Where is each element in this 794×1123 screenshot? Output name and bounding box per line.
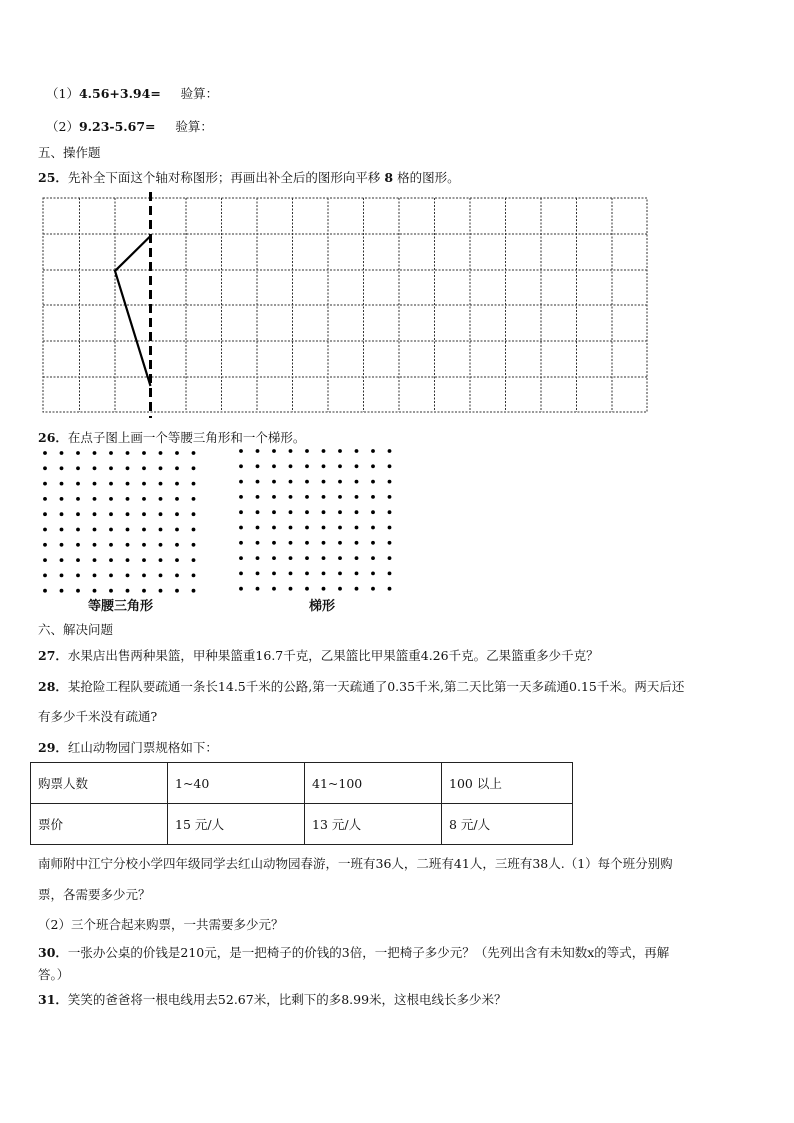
grid-dot [338,480,342,484]
grid-dot [305,510,309,514]
grid-dot [256,526,260,530]
grid-dot [60,482,64,486]
half-figure-polyline [115,236,151,386]
grid-dot [60,543,64,547]
grid-dot [93,512,97,516]
grid-dot [93,528,97,532]
grid-dot [76,512,80,516]
grid-dot [109,574,113,578]
grid-dot [388,541,392,545]
grid-dot [109,451,113,455]
grid-dot [322,480,326,484]
grid-dot [43,497,47,501]
grid-dot [388,464,392,468]
grid-dot [142,589,146,593]
grid-dot [159,589,163,593]
grid-dot [109,497,113,501]
grid-dot [256,480,260,484]
grid-dot [371,556,375,560]
grid-dot [322,526,326,530]
grid-dot [109,589,113,593]
grid-dot [322,541,326,545]
grid-dot [289,572,293,576]
table-cell: 15 元/人 [168,804,305,845]
q30-text-line1: 30．一张办公桌的价钱是210元，是一把椅子的价钱的3倍，一把椅子多少元？（先列出含有未知数x的等式，再解 [38,945,670,960]
grid-dot [126,558,130,562]
grid-dot [256,449,260,453]
grid-dot [192,589,196,593]
grid-dot [338,464,342,468]
grid-dot [76,543,80,547]
grid-dot [93,497,97,501]
grid-dot [192,528,196,532]
grid-dot [256,464,260,468]
label-isosceles-triangle: 等腰三角形 [88,599,154,614]
grid-dot [142,497,146,501]
q27-text: 27．水果店出售两种果篮，甲种果篮重16.7千克，乙果篮比甲果篮重4.26千克。乙果篮重多少千克？ [38,648,599,663]
grid-dot [126,512,130,516]
grid-dot [93,451,97,455]
grid-dot [43,574,47,578]
grid-dot [338,526,342,530]
grid-dot [76,528,80,532]
grid-dot [192,558,196,562]
grid-dot [192,482,196,486]
section-heading-operation: 五、操作题 [38,145,101,160]
grid-dot [43,466,47,470]
grid-dot [239,572,243,576]
grid-dot [175,543,179,547]
grid-dot [126,574,130,578]
grid-dot [159,543,163,547]
grid-dot [76,482,80,486]
grid-dot [239,587,243,591]
table-cell: 购票人数 [31,763,168,804]
grid-dot [272,556,276,560]
grid-dot [109,512,113,516]
grid-dot [159,497,163,501]
ticket-price-table [30,762,573,845]
grid-dot [322,587,326,591]
grid-dot [388,480,392,484]
grid-dot [338,449,342,453]
q31-text: 31．笑笑的爸爸将一根电线用去52.67米，比剩下的多8.99米，这根电线长多少米？ [38,992,507,1007]
grid-dot [93,574,97,578]
grid-dot [355,510,359,514]
grid-dot [338,495,342,499]
grid-dot [43,528,47,532]
grid-dot [388,495,392,499]
grid-dot [322,464,326,468]
grid-dot [256,495,260,499]
q29-text-line2: 票，各需要多少元？ [38,887,151,902]
grid-dot [76,451,80,455]
grid-dot [388,526,392,530]
grid-dot [93,466,97,470]
grid-dot [322,572,326,576]
grid-dot [175,466,179,470]
grid-dot [322,510,326,514]
grid-dot [239,510,243,514]
grid-dot [371,572,375,576]
table-row [31,804,573,845]
grid-dot [289,480,293,484]
grid-dot [175,528,179,532]
grid-dot [142,451,146,455]
q29-text-line1: 南师附中江宁分校小学四年级同学去红山动物园春游，一班有36人，二班有41人，三班有38人.（1）每个班分别购 [38,856,673,871]
grid-dot [109,528,113,532]
grid-dot [289,526,293,530]
grid-dot [338,510,342,514]
grid-dot [371,480,375,484]
grid-dot [355,480,359,484]
grid-dot [239,464,243,468]
grid-dot [76,574,80,578]
grid-dot [355,587,359,591]
grid-dot [305,526,309,530]
grid-dot [338,587,342,591]
grid-dot [322,495,326,499]
grid-dot [175,512,179,516]
table-cell: 100 以上 [442,763,573,804]
q24-part1: （1）4.56+3.94= 验算： [46,86,219,101]
grid-dot [60,558,64,562]
grid-dot [289,556,293,560]
grid-dot [371,495,375,499]
q26-text: 26．在点子图上画一个等腰三角形和一个梯形。 [38,430,306,445]
grid-dot [305,572,309,576]
grid-dot [371,449,375,453]
grid-dot [60,466,64,470]
grid-dot [159,466,163,470]
q24-part2: （2）9.23-5.67= 验算： [46,119,213,134]
grid-dot [305,495,309,499]
grid-dot [126,497,130,501]
grid-dot [239,480,243,484]
grid-lines [43,198,647,412]
table-row [31,763,573,804]
grid-dot [371,526,375,530]
grid-dot [142,512,146,516]
grid-dot [256,541,260,545]
grid-dot [388,449,392,453]
grid-dot [322,449,326,453]
grid-dot [305,541,309,545]
q28-text-line2: 有多少千米没有疏通? [38,709,158,724]
grid-dot [355,541,359,545]
grid-dot [142,558,146,562]
q28-text-line1: 28．某抢险工程队要疏通一条长14.5千米的公路,第一天疏通了0.35千米,第二天比第一天多疏通0.15千米。两天后还 [38,679,685,694]
grid-dot [388,587,392,591]
grid-dot [175,574,179,578]
grid-dot [109,466,113,470]
grid-dot [142,482,146,486]
grid-dot [355,449,359,453]
grid-dot [109,482,113,486]
grid-dot [272,572,276,576]
table-cell: 8 元/人 [442,804,573,845]
grid-dot [175,558,179,562]
grid-dot [109,543,113,547]
grid-dot [192,466,196,470]
grid-dot [272,587,276,591]
grid-dot [272,526,276,530]
grid-dot [289,510,293,514]
grid-dot [43,543,47,547]
grid-dot [93,543,97,547]
grid-dot [192,497,196,501]
grid-dot [60,528,64,532]
grid-dot [60,574,64,578]
grid-dot [371,464,375,468]
grid-dot [76,466,80,470]
grid-dot [371,587,375,591]
grid-dot [338,572,342,576]
grid-dot [256,556,260,560]
section-heading-problems: 六、解决问题 [38,622,114,637]
grid-dot [126,466,130,470]
grid-dot [142,574,146,578]
grid-dot [43,482,47,486]
grid-dot [60,589,64,593]
grid-dot [388,556,392,560]
grid-dot [159,482,163,486]
grid-dot [159,451,163,455]
grid-dot [159,528,163,532]
grid-dot [289,464,293,468]
grid-dot [43,512,47,516]
grid-dot [355,556,359,560]
q29-part2: （2）三个班合起来购票，一共需要多少元？ [38,917,284,932]
grid-dot [142,528,146,532]
grid-dot [272,480,276,484]
q25-text: 25．先补全下面这个轴对称图形；再画出补全后的图形向平移 8 格的图形。 [38,170,460,185]
grid-dot [371,510,375,514]
grid-dot [126,451,130,455]
grid-dot [93,589,97,593]
dot-grid-triangle [40,448,210,593]
grid-dot [93,558,97,562]
grid-dot [272,541,276,545]
grid-dot [371,541,375,545]
grid-dot [338,556,342,560]
symmetry-grid-figure [0,0,794,420]
grid-dot [239,526,243,530]
grid-dot [192,543,196,547]
dot-grid-trapezoid [236,446,406,591]
grid-dot [256,572,260,576]
grid-dot [192,451,196,455]
grid-dot [239,556,243,560]
grid-dot [159,574,163,578]
grid-dot [338,541,342,545]
grid-dot [355,526,359,530]
grid-dot [192,512,196,516]
grid-dot [159,558,163,562]
grid-dot [76,558,80,562]
grid-dot [109,558,113,562]
grid-dot [43,451,47,455]
grid-dot [192,574,196,578]
label-trapezoid: 梯形 [309,599,336,614]
grid-dot [43,589,47,593]
q30-text-line2: 答。） [38,967,70,982]
grid-dot [305,587,309,591]
grid-dot [175,497,179,501]
grid-dot [272,495,276,499]
grid-dot [60,497,64,501]
grid-dot [175,589,179,593]
grid-dot [305,480,309,484]
grid-dot [142,543,146,547]
grid-dot [305,464,309,468]
grid-dot [126,528,130,532]
grid-dot [305,449,309,453]
grid-dot [159,512,163,516]
grid-dot [272,510,276,514]
grid-dot [60,451,64,455]
table-cell: 13 元/人 [305,804,442,845]
grid-dot [322,556,326,560]
grid-dot [388,510,392,514]
grid-dot [256,510,260,514]
grid-dot [239,495,243,499]
grid-dot [76,589,80,593]
grid-dot [126,482,130,486]
grid-dot [175,451,179,455]
grid-dot [239,541,243,545]
table-cell: 票价 [31,804,168,845]
grid-dot [305,556,309,560]
grid-dot [43,558,47,562]
grid-dot [93,482,97,486]
table-cell: 1~40 [168,763,305,804]
grid-dot [126,543,130,547]
grid-dot [272,464,276,468]
grid-dot [256,587,260,591]
grid-dot [289,541,293,545]
table-cell: 41~100 [305,763,442,804]
grid-dot [388,572,392,576]
grid-dot [355,495,359,499]
grid-dot [126,589,130,593]
grid-dot [142,466,146,470]
grid-dot [272,449,276,453]
grid-dot [289,587,293,591]
grid-dot [355,572,359,576]
q29-intro: 29．红山动物园门票规格如下： [38,740,218,755]
grid-dot [76,497,80,501]
grid-dot [175,482,179,486]
grid-dot [355,464,359,468]
grid-dot [60,512,64,516]
grid-dot [289,495,293,499]
grid-dot [289,449,293,453]
grid-dot [239,449,243,453]
